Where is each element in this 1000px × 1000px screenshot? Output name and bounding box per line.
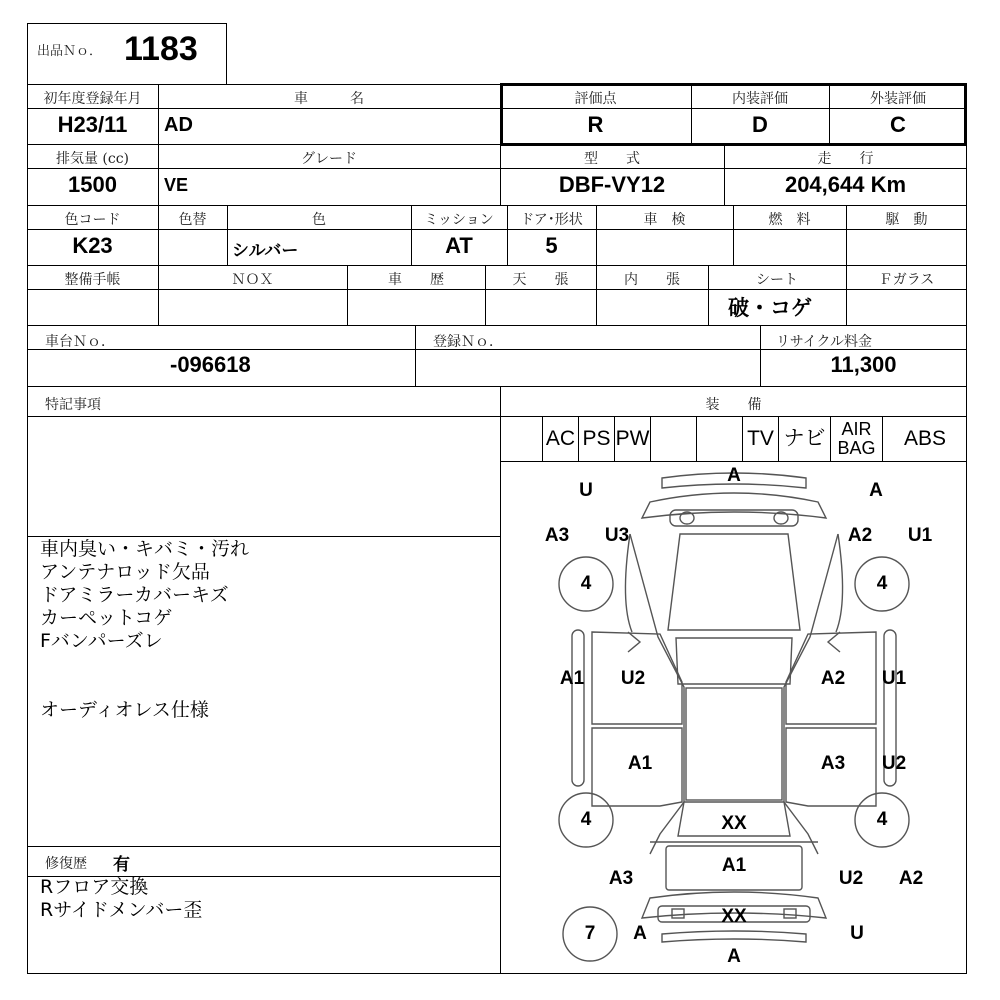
damage-mark: U2	[881, 753, 907, 774]
color-label: 色	[312, 212, 326, 228]
model-value: DBF-VY12	[558, 172, 666, 197]
damage-mark: A	[727, 946, 741, 967]
chassis-number-label: 車台Ｎｏ．	[45, 334, 115, 350]
door-shape-value: 5	[545, 233, 558, 258]
grade-value: VE	[164, 175, 189, 195]
drive-label: 駆 動	[885, 212, 928, 228]
damage-mark: A	[727, 465, 741, 486]
interior-rating-value: D	[752, 112, 768, 137]
vehicle-history-label: 車 歴	[388, 272, 444, 288]
color-value: シルバー	[232, 241, 299, 261]
damage-mark: XX	[721, 906, 747, 927]
equipment-cell	[650, 416, 696, 461]
equipment-cell: ナビ	[778, 416, 830, 461]
color-change-label: 色替	[178, 212, 207, 228]
equipment-cell: TV	[742, 416, 778, 461]
special-note-line: Fバンパーズレ	[40, 630, 163, 652]
car-name-value: AD	[164, 114, 193, 136]
color-code-value: K23	[72, 233, 113, 258]
displacement-label: 排気量 (cc)	[55, 151, 130, 167]
lot-number-value: 1183	[124, 30, 198, 68]
repair-history-label: 修復歴	[45, 856, 87, 872]
equipment-cell: AIR BAG	[830, 416, 882, 461]
damage-mark: XX	[721, 813, 747, 834]
special-spec-note: オーディオレス仕様	[40, 699, 209, 721]
seat-label: シート	[756, 272, 798, 288]
grade-label: グレード	[301, 151, 357, 167]
diagram-marks	[500, 462, 966, 973]
exterior-rating-label: 外装評価	[870, 91, 926, 107]
equipment-row	[500, 416, 967, 461]
transmission-label: ミッション	[424, 212, 494, 228]
damage-mark: A2	[847, 525, 873, 546]
evaluation-score-value: R	[587, 112, 604, 137]
equipment-cell	[696, 416, 742, 461]
model-label: 型 式	[584, 151, 640, 167]
displacement-value: 1500	[68, 172, 117, 197]
chassis-number-value: -096618	[170, 352, 251, 377]
tire-mark: 4	[580, 809, 592, 830]
exterior-rating-value: C	[890, 112, 906, 137]
registration-number-label: 登録Ｎｏ．	[433, 334, 503, 350]
damage-mark: A2	[820, 668, 846, 689]
mileage-label: 走 行	[817, 151, 874, 167]
equipment-cell: PW	[614, 416, 650, 461]
equipment-cell: PS	[578, 416, 614, 461]
damage-mark: A3	[820, 753, 846, 774]
damage-mark: A	[633, 923, 647, 944]
equipment-cell	[500, 416, 542, 461]
damage-mark: U1	[881, 668, 907, 689]
first-registration-label: 初年度登録年月	[43, 91, 142, 107]
transmission-value: AT	[445, 233, 473, 258]
tire-mark: 4	[876, 573, 888, 594]
repair-history-value: 有	[113, 855, 130, 875]
damage-mark: A3	[608, 868, 634, 889]
door-trim-label: 内 張	[624, 272, 680, 288]
damage-mark: A1	[721, 855, 747, 876]
nox-label: ＮＯＸ	[231, 272, 274, 288]
headliner-label: 天 張	[512, 272, 569, 288]
car-name-label: 車 名	[294, 91, 364, 107]
damage-mark: U2	[620, 668, 646, 689]
first-registration-value: H23/11	[57, 112, 128, 137]
damage-mark: A3	[544, 525, 570, 546]
repair-note-line: Rサイドメンバー歪	[40, 899, 203, 921]
interior-rating-label: 内装評価	[732, 91, 788, 107]
damage-mark: A2	[898, 868, 924, 889]
damage-mark: U1	[907, 525, 933, 546]
special-note-line: 車内臭い・キバミ・汚れ	[40, 538, 250, 560]
special-note-line: ドアミラーカバーキズ	[40, 584, 229, 606]
damage-mark: U	[579, 480, 593, 501]
equipment-cell: AC	[542, 416, 578, 461]
equipment-label: 装 備	[705, 397, 762, 413]
seat-value: 破・コゲ	[728, 296, 812, 320]
color-code-label: 色コード	[64, 212, 121, 228]
recycle-fee-label: リサイクル料金	[776, 334, 873, 350]
repair-note-line: Rフロア交換	[40, 876, 149, 898]
special-notes-list	[40, 538, 249, 653]
damage-mark: U	[850, 923, 864, 944]
special-note-line: アンテナロッド欠品	[40, 561, 210, 583]
special-note-line: カーペットコゲ	[40, 607, 173, 629]
mileage-value: 204,644 Km	[784, 172, 907, 197]
damage-mark: A1	[559, 668, 585, 689]
damage-mark: U3	[604, 525, 630, 546]
equipment-cell: ABS	[882, 416, 967, 461]
recycle-fee-value: 11,300	[830, 352, 897, 377]
door-shape-label: ドア･形状	[520, 212, 583, 228]
damage-mark: A	[869, 480, 883, 501]
special-notes-label: 特記事項	[45, 397, 101, 413]
lot-number-label: 出品Ｎｏ．	[37, 44, 103, 59]
repair-notes-list	[40, 876, 202, 922]
front-glass-label: Ｆガラス	[878, 272, 935, 288]
damage-mark: U2	[838, 868, 864, 889]
tire-mark: 4	[580, 573, 592, 594]
fuel-label: 燃 料	[768, 212, 811, 228]
maintenance-book-label: 整備手帳	[64, 272, 121, 288]
tire-mark: 4	[876, 809, 888, 830]
inspection-label: 車 検	[643, 212, 686, 228]
tire-mark: 7	[584, 923, 596, 944]
evaluation-score-label: 評価点	[574, 91, 617, 107]
damage-mark: A1	[627, 753, 653, 774]
